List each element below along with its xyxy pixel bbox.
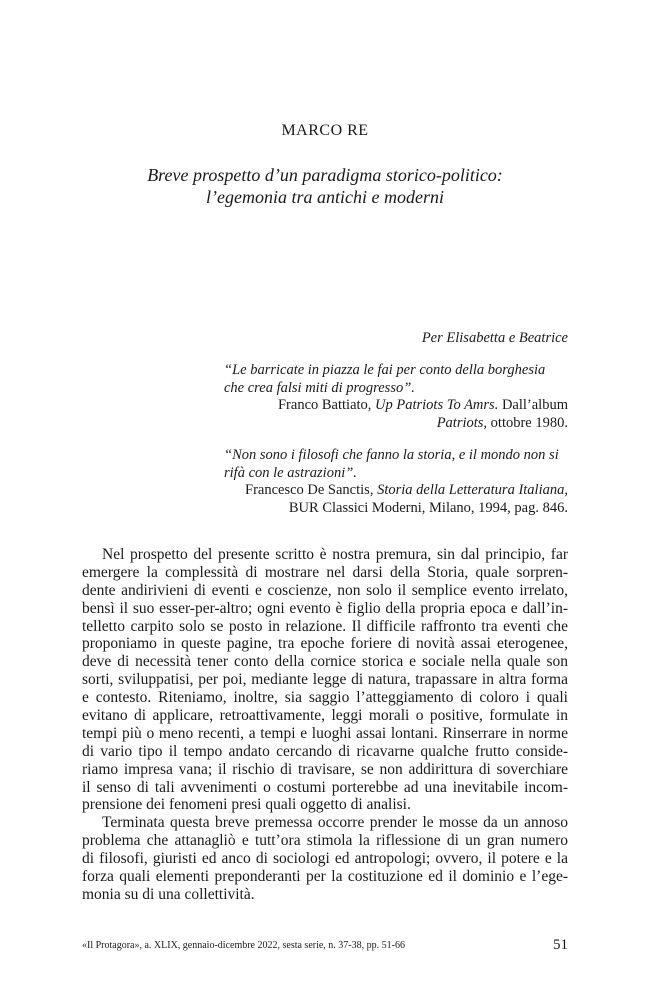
body-line: Terminata questa breve premessa occorre prender le mosse da un annoso	[102, 814, 568, 832]
epigraph-1	[224, 362, 568, 432]
title-line-2: l’egemonia tra antichi e moderni	[206, 187, 444, 207]
body-line: emergere la complessità di mostrare nel darsi della Storia, quale sorpren-	[82, 563, 568, 581]
body-line: di filosofi, giuristi ed anco di sociologi ed antropologi; ovvero, il potere e la	[82, 850, 568, 868]
body-line: forza quali elementi preponderanti per la costituzione ed il dominio e l’ege-	[82, 868, 568, 886]
body-line: e contesto. Riteniamo, inoltre, sia saggio l’atteggiamento di coloro i quali	[82, 689, 568, 707]
journal-reference: «Il Protagora», a. XLIX, gennaio-dicembre 2022, sesta serie, n. 37-38, pp. 51-66	[82, 940, 405, 951]
body-line: telletto carpito solo se posto in relazione. Il difficile raffronto tra eventi che	[82, 617, 568, 635]
page-number: 51	[553, 937, 568, 953]
epigraph-quote-line: “Le barricate in piazza le fai per conto della borghesia	[224, 362, 546, 378]
epigraph-source-line	[224, 482, 568, 500]
author-name: MARCO RE	[281, 122, 369, 139]
body-text	[82, 546, 568, 904]
source-album: Patriots	[436, 414, 484, 431]
epigraph-1-source	[224, 397, 568, 432]
epigraph-1-quote	[224, 362, 568, 397]
source-detail: Dall’album	[498, 397, 568, 413]
epigraph-source-line: BUR Classici Moderni, Milano, 1994, pag. 846.	[288, 499, 568, 516]
body-line: di vario tipo il tempo andato cercando di ricavarne qualche frutto conside-	[82, 742, 568, 760]
title-line-1: Breve prospetto d’un paradigma storico-politico:	[147, 165, 503, 185]
article-title	[0, 164, 650, 208]
source-work: Up Patriots To Amrs.	[375, 397, 499, 413]
epigraph-source-line	[224, 415, 568, 433]
source-work: Storia della Letteratura Italiana,	[377, 482, 568, 498]
epigraph-quote-line: rifà con le astrazioni”.	[224, 464, 357, 481]
body-line: sorti, sviluppatisi, per poi, mediante legge di natura, trapassare in altra forma	[82, 671, 568, 689]
body-line: il senso di tali avvenimenti o costumi porterebbe ad una inevitabile incom-	[82, 778, 568, 796]
source-author: Francesco De Sanctis,	[245, 482, 378, 498]
body-line: Nel prospetto del presente scritto è nostra premura, sin dal principio, far	[102, 546, 568, 563]
epigraph-2-quote	[224, 447, 568, 482]
body-line: evitano di applicare, retroattivamente, leggi morali o positive, formulate in	[82, 707, 568, 725]
body-line: tempi più o meno recenti, a tempi e luoghi assai lontani. Rinserrare in norme	[82, 724, 568, 742]
epigraph-2	[224, 447, 568, 517]
body-line: proponiamo in queste pagine, tra epoche foriere di novità assai eterogenee,	[82, 635, 568, 653]
page-footer	[82, 937, 568, 957]
body-line: riamo impresa vana; il rischio di travisare, se non addirittura di soverchiare	[82, 760, 568, 778]
dedication: Per Elisabetta e Beatrice	[421, 330, 568, 346]
body-line: monia su di una collettività.	[82, 885, 255, 903]
body-line: bensì il suo esser-per-altro; ogni evento è figlio della propria epoca e dall’in-	[82, 599, 568, 617]
body-line: dente andirivieni di eventi e coscienze, non solo il semplice evento irrelato,	[82, 581, 568, 599]
body-line: deve di necessità tener conto della cornice storica e sociale nella quale son	[82, 653, 568, 671]
source-author: Franco Battiato,	[277, 397, 376, 413]
epigraph-source-line	[224, 397, 568, 415]
epigraph-2-source	[224, 482, 568, 517]
body-line: prensione dei fenomeni presi quali oggetto di analisi.	[82, 796, 411, 814]
epigraph-quote-line: che crea falsi miti di progresso”.	[224, 379, 415, 396]
source-date: , ottobre 1980.	[483, 414, 568, 431]
epigraph-quote-line: “Non sono i filosofi che fanno la storia, e il mondo non si	[224, 447, 559, 463]
body-line: problema che attanagliò e tutt’ora stimola la riflessione di un gran numero	[82, 832, 568, 850]
